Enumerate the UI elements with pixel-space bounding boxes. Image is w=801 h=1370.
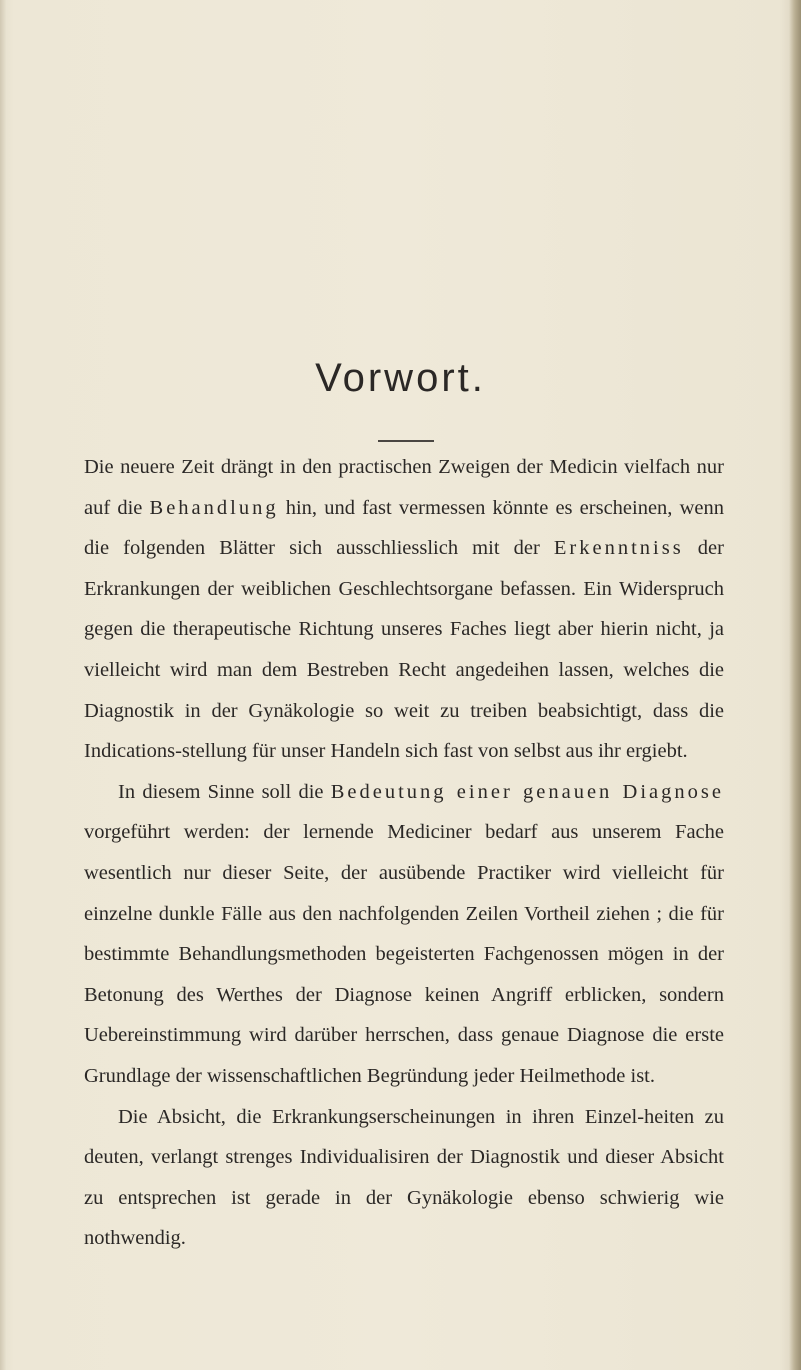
paragraph-1-text-1: Die neuere Zeit drängt in den practischen Zweigen der Medicin vielfach nur auf die xyxy=(84,456,724,519)
page-left-edge xyxy=(0,0,6,1370)
body-text xyxy=(84,447,724,1259)
paragraph-2-text-1: In diesem Sinne soll die xyxy=(118,780,331,803)
paragraph-1 xyxy=(84,447,724,772)
paragraph-1-text-3: der Erkrankungen der weiblichen Geschlechtsorgane befassen. Ein Widerspruch gegen die therapeutische Richtung unseres Faches liegt aber hierin nicht, ja vielleicht wird man dem Bestreben Recht angedeihen lassen, welches die Diagnostik in der Gynäkologie so weit zu treiben beabsichtigt, dass die Indications-stellung für unser Handeln sich fast von selbst aus ihr ergiebt. xyxy=(84,537,724,763)
paragraph-3-text-1: Die Absicht, die Erkrankungserscheinungen in ihren Einzel-heiten zu deuten, verlangt strenges Individualisiren der Diagnostik und dieser Absicht zu entsprechen ist gerade in der Gynäkologie ebenso schwierig wie nothwendig. xyxy=(84,1105,724,1250)
title-divider xyxy=(378,440,434,442)
paragraph-2 xyxy=(84,772,724,1097)
paragraph-1-text-2: hin, und fast vermessen könnte es erscheinen, wenn die folgenden Blätter sich ausschliesslich mit der xyxy=(84,496,724,560)
emphasis-bedeutung-diagnose: Bedeutung einer genauen Diagnose xyxy=(330,780,724,803)
page-right-edge xyxy=(789,0,801,1370)
emphasis-behandlung: Behandlung xyxy=(149,496,279,519)
emphasis-erkenntniss: Erkenntniss xyxy=(553,537,684,560)
paragraph-2-text-2: vorgeführt werden: der lernende Mediciner bedarf aus unserem Fache wesentlich nur dieser Seite, der ausübende Practiker wird vielleicht für einzelne dunkle Fälle aus den nachfolgenden Zeilen Vortheil ziehen ; die für bestimmte Behandlungsmethoden begeisterten Fachgenossen mögen in der Betonung des Werthes der Diagnose keinen Angriff erblicken, sondern Uebereinstimmung wird darüber herrschen, dass genaue Diagnose die erste Grundlage der wissenschaftlichen Begründung jeder Heilmethode ist. xyxy=(84,821,724,1087)
paragraph-3 xyxy=(84,1097,724,1259)
page-title: Vorwort. xyxy=(315,356,486,400)
